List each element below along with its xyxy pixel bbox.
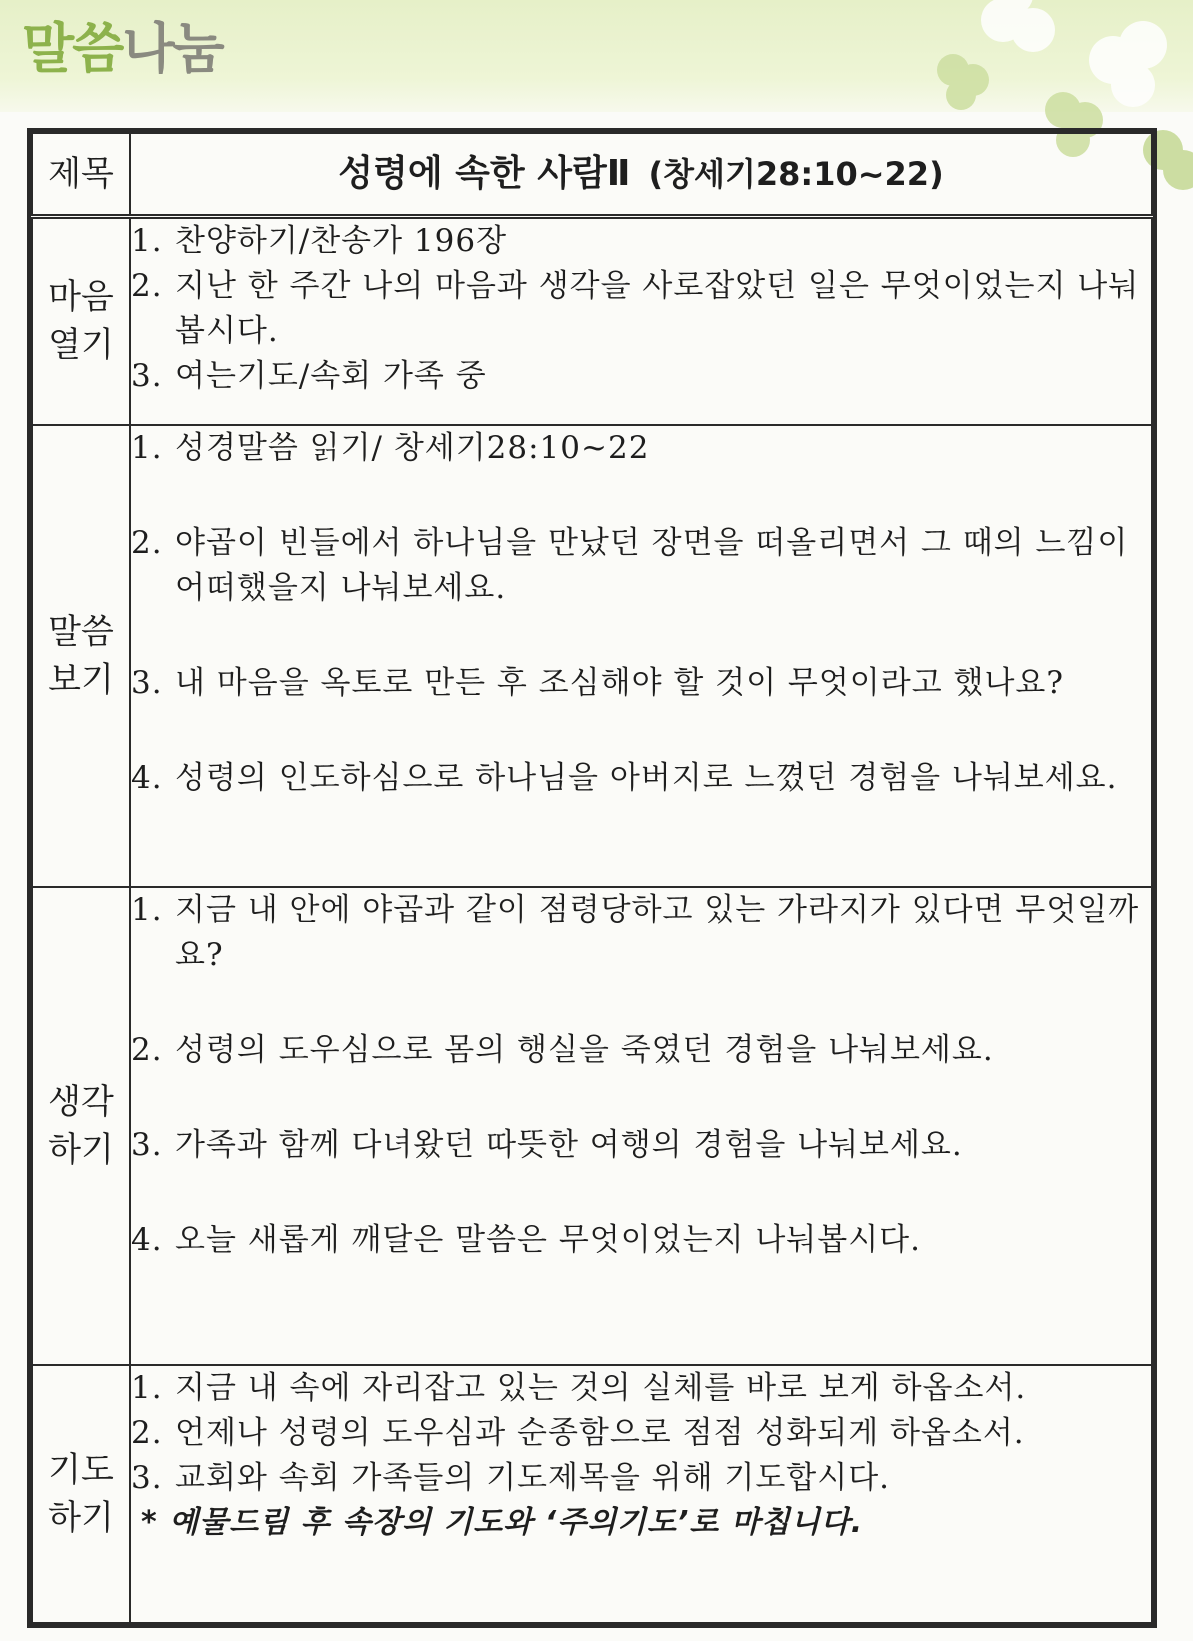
list-item: 4. 성령의 인도하심으로 하나님을 아버지로 느꼈던 경험을 나눠보세요. [131, 759, 1118, 796]
section-read-word [32, 425, 1152, 887]
sermon-title: 성령에 속한 사람Ⅱ [338, 153, 631, 194]
section-prayer [32, 1365, 1152, 1624]
closing-note: * 예물드림 후 속장의 기도와 ‘주의기도’로 마칩니다. [141, 1504, 864, 1540]
section-label: 생각 하기 [32, 887, 130, 1365]
section-label: 기도 하기 [32, 1365, 130, 1624]
list-item: 3. 교회와 속회 가족들의 기도제목을 위해 기도합시다. [131, 1459, 890, 1496]
page-title-rest: 나눔 [122, 17, 223, 80]
section-content [130, 425, 1152, 887]
list-item: 3. 내 마음을 옥토로 만든 후 조심해야 할 것이 무엇이라고 했나요? [131, 664, 1064, 701]
page-title-highlight: 말씀 [22, 17, 123, 80]
section-reflect [32, 887, 1152, 1365]
section-content [130, 887, 1152, 1365]
list-item: 3. 여는기도/속회 가족 중 [131, 358, 487, 394]
list-item: 3. 가족과 함께 다녀왔던 따뜻한 여행의 경험을 나눠보세요. [131, 1126, 963, 1163]
page-title [22, 10, 223, 88]
list-item: 4. 오늘 새롭게 깨달은 말씀은 무엇이었는지 나눠봅시다. [131, 1221, 921, 1258]
discussion-table [31, 132, 1153, 1624]
list-item: 2. 언제나 성령의 도우심과 순종함으로 점점 성화되게 하옵소서. [131, 1414, 1025, 1451]
section-open-heart [32, 217, 1152, 425]
list-item: 1. 성경말씀 읽기/ 창세기28:10~22 [131, 429, 650, 466]
list-item: 2. 야곱이 빈들에서 하나님을 만났던 장면을 떠올리면서 그 때의 느낌이 어떠했을지 나눠보세요. [131, 524, 1129, 606]
list-item: 1. 찬양하기/찬송가 196장 [131, 223, 508, 259]
section-label: 말씀 보기 [32, 425, 130, 887]
section-content [130, 217, 1152, 425]
section-content [130, 1365, 1152, 1624]
list-item: 1. 지금 내 속에 자리잡고 있는 것의 실체를 바로 보게 하옵소서. [131, 1369, 1027, 1406]
list-item: 1. 지금 내 안에 야곱과 같이 점령당하고 있는 가라지가 있다면 무엇일까요? [131, 891, 1140, 973]
title-row [32, 133, 1152, 217]
section-label: 마음 열기 [32, 217, 130, 425]
title-cell [130, 133, 1152, 217]
list-item: 2. 성령의 도우심으로 몸의 행실을 죽였던 경험을 나눠보세요. [131, 1031, 994, 1068]
sermon-reference: (창세기28:10~22) [648, 155, 944, 193]
discussion-sheet [27, 128, 1157, 1628]
title-label: 제목 [32, 133, 130, 217]
list-item: 2. 지난 한 주간 나의 마음과 생각을 사로잡았던 일은 무엇이었는지 나눠봅시다. [131, 268, 1140, 349]
